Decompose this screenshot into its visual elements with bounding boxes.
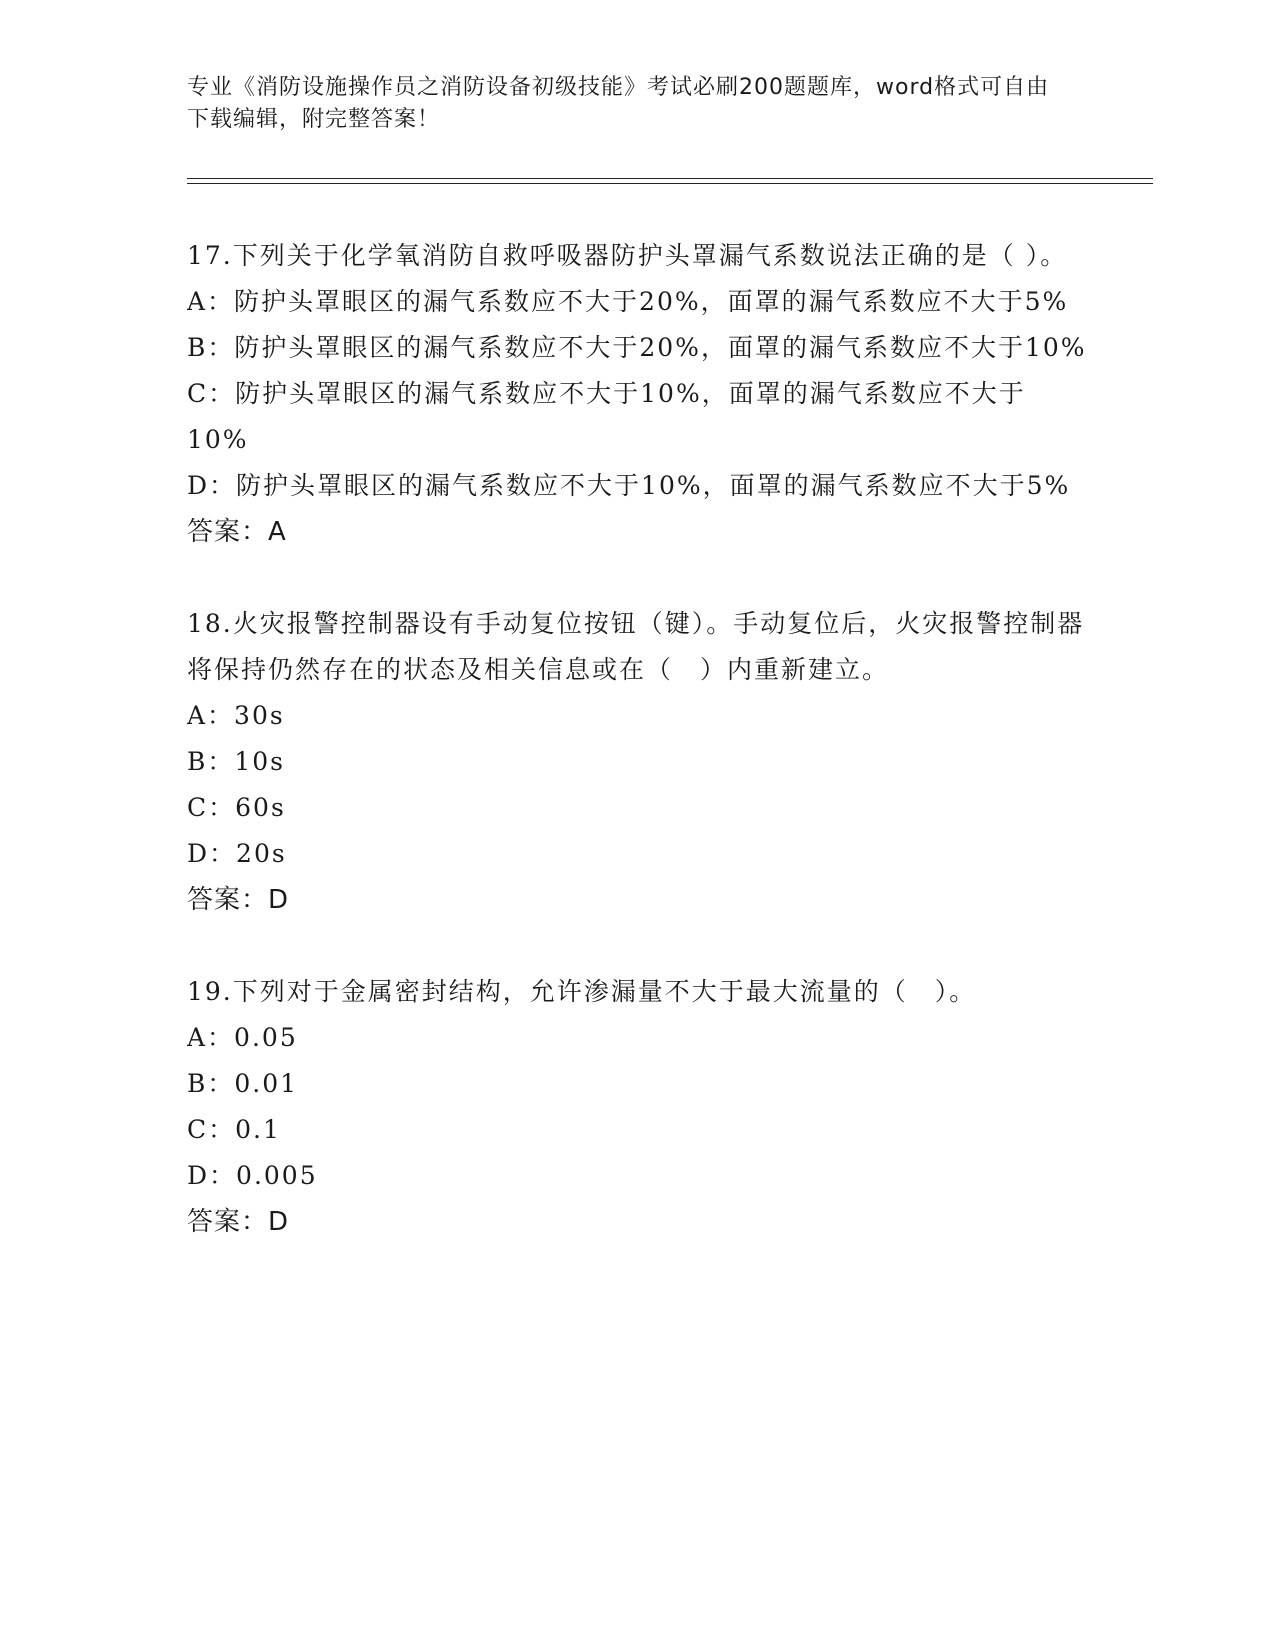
question-list [187,233,1087,1291]
header-rule-top [187,178,1153,179]
option-b: B：防护头罩眼区的漏气系数应不大于20%，面罩的漏气系数应不大于10% [187,333,1087,362]
option-c: C：防护头罩眼区的漏气系数应不大于10%，面罩的漏气系数应不大于10% [187,379,1026,454]
option-d: D：20s [187,839,287,868]
option-a: A：防护头罩眼区的漏气系数应不大于20%，面罩的漏气系数应不大于5% [187,287,1069,316]
option-a: A：30s [187,701,285,730]
option-d: D：0.005 [187,1161,318,1190]
question-stem: 18.火灾报警控制器设有手动复位按钮（键）。手动复位后，火灾报警控制器将保持仍然存在的状态及相关信息或在（ ）内重新建立。 [187,609,1085,684]
option-b: B：0.01 [187,1069,299,1098]
option-c: C：60s [187,793,286,822]
option-c: C：0.1 [187,1115,281,1144]
question-stem: 17.下列关于化学氧消防自救呼吸器防护头罩漏气系数说法正确的是（ ）。 [187,241,1068,270]
option-a: A：0.05 [187,1023,298,1052]
option-b: B：10s [187,747,286,776]
question-18 [187,601,1087,923]
answer-line: 答案：A [187,517,287,547]
question-17 [187,233,1087,555]
question-19 [187,969,1087,1245]
document-intro: 专业《消防设施操作员之消防设备初级技能》考试必刷200题题库，word格式可自由下载编辑，附完整答案！ [187,75,1050,132]
header-rule-bottom [187,183,1153,184]
answer-line: 答案：D [187,1207,290,1237]
question-stem: 19.下列对于金属密封结构，允许渗漏量不大于最大流量的（ ）。 [187,977,977,1006]
answer-line: 答案：D [187,885,290,915]
option-d: D：防护头罩眼区的漏气系数应不大于10%，面罩的漏气系数应不大于5% [187,471,1071,500]
